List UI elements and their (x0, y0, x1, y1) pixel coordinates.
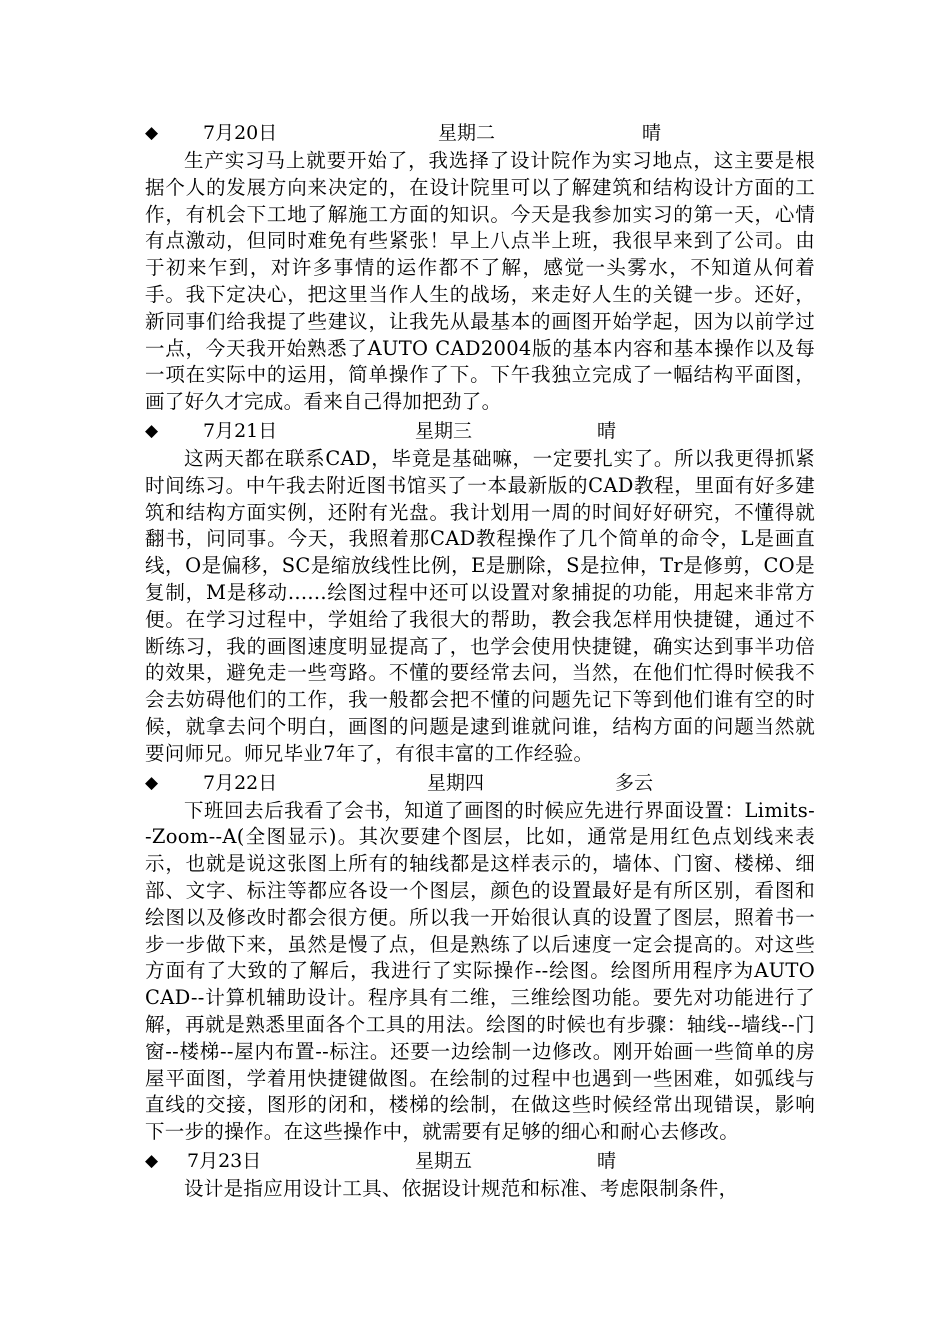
diary-page (145, 118, 815, 1203)
diamond-bullet-icon: ◆ (145, 123, 159, 143)
entry-text: 这两天都在联系CAD，毕竟是基础嘛，一定要扎实了。所以我更得抓紧时间练习。中午我去附近图书馆买了一本最新版的CAD教程，里面有好多建筑和结构方面实例，还附有光盘。我计划用一周的时间好好研究，不懂得就翻书，问同事。今天，我照着那CAD教程操作了几个简单的命令，L是画直线，O是偏移，SC是缩放线性比例，E是删除，S是拉伸，Tr是修剪，CO是复制，M是移动......绘图过程中还可以设置对象捕捉的功能，用起来非常方便。在学习过程中，学姐给了我很大的帮助，教会我怎样用快捷键，通过不断练习，我的画图速度明显提高了，也学会使用快捷键，确实达到事半功倍的效果，避免走一些弯路。不懂的要经常去问，当然，在他们忙得时候我不会去妨碍他们的工作，我一般都会把不懂的问题先记下等到他们谁有空的时候，就拿去问个明白，画图的问题是逮到谁就问谁，结构方面的问题当然就要问师兄。师兄毕业7年了，有很丰富的工作经验。 (145, 446, 815, 765)
diamond-bullet-icon: ◆ (145, 772, 159, 793)
diary-entry-0720 (145, 118, 815, 416)
entry-text: 生产实习马上就要开始了，我选择了设计院作为实习地点，这主要是根据个人的发展方向来决定的，在设计院里可以了解建筑和结构设计方面的工作，有机会下工地了解施工方面的知识。今天是我参加实习的第一天，心情有点激动，但同时难免有些紧张！早上八点半上班，我很早来到了公司。由于初来乍到，对许多事情的运作都不了解，感觉一头雾水，不知道从何着手。我下定决心，把这里当作人生的战场，来走好人生的关键一步。还好，新同事们给我提了些建议，让我先从最基本的画图开始学起，因为以前学过一点，今天我开始熟悉了AUTO CAD2004版的基本内容和基本操作以及每一项在实际中的运用，简单操作了下。下午我独立完成了一幅结构平面图，画了好久才完成。看来自己得加把劲了。 (145, 149, 815, 414)
entry-header (145, 118, 815, 148)
entry-text: 设计是指应用设计工具、依据设计规范和标准、考虑限制条件， (184, 1176, 739, 1200)
entry-weekday: 星期二 (438, 122, 496, 144)
entry-weekday: 星期五 (415, 1149, 473, 1172)
diamond-bullet-icon: ◆ (145, 1150, 159, 1171)
entry-date: 7月22日 (203, 771, 278, 794)
entry-header (145, 1146, 815, 1176)
diary-entry-0721 (145, 416, 815, 768)
diary-entry-0723 (145, 1146, 815, 1203)
entry-date: 7月20日 (203, 122, 278, 144)
entry-weather: 晴 (597, 419, 617, 442)
diary-entry-0722 (145, 768, 815, 1146)
entry-weather: 多云 (615, 771, 654, 794)
entry-weather: 晴 (597, 1149, 617, 1172)
entry-weather: 晴 (642, 122, 662, 144)
entry-text: 下班回去后我看了会书，知道了画图的时候应先进行界面设置：Limits--Zoom--A(全图显示)。其次要建个图层，比如，通常是用红色点划线来表示，也就是说这张图上所有的轴线都是这样表示的，墙体、门窗、楼梯、细部、文字、标注等都应各设一个图层，颜色的设置最好是有所区别，看图和绘图以及修改时都会很方便。所以我一开始很认真的设置了图层，照着书一步一步做下来，虽然是慢了点，但是熟练了以后速度一定会提高的。对这些方面有了大致的了解后，我进行了实际操作--绘图。绘图所用程序为AUTO CAD--计算机辅助设计。程序具有二维，三维绘图功能。要先对功能进行了解，再就是熟悉里面各个工具的用法。绘图的时候也有步骤：轴线--墙线--门窗--楼梯--屋内布置--标注。还要一边绘制一边修改。刚开始画一些简单的房屋平面图，学着用快捷键做图。在绘制的过程中也遇到一些困难，如弧线与直线的交接，图形的闭和，楼梯的绘制，在做这些时候经常出现错误，影响下一步的操作。在这些操作中，就需要有足够的细心和耐心去修改。 (145, 798, 815, 1144)
entry-weekday: 星期四 (427, 771, 485, 794)
entry-date: 7月23日 (187, 1149, 262, 1172)
entry-header (145, 416, 815, 446)
entry-date: 7月21日 (203, 419, 278, 442)
diamond-bullet-icon: ◆ (145, 420, 159, 441)
entry-weekday: 星期三 (415, 419, 473, 442)
entry-header (145, 768, 815, 798)
